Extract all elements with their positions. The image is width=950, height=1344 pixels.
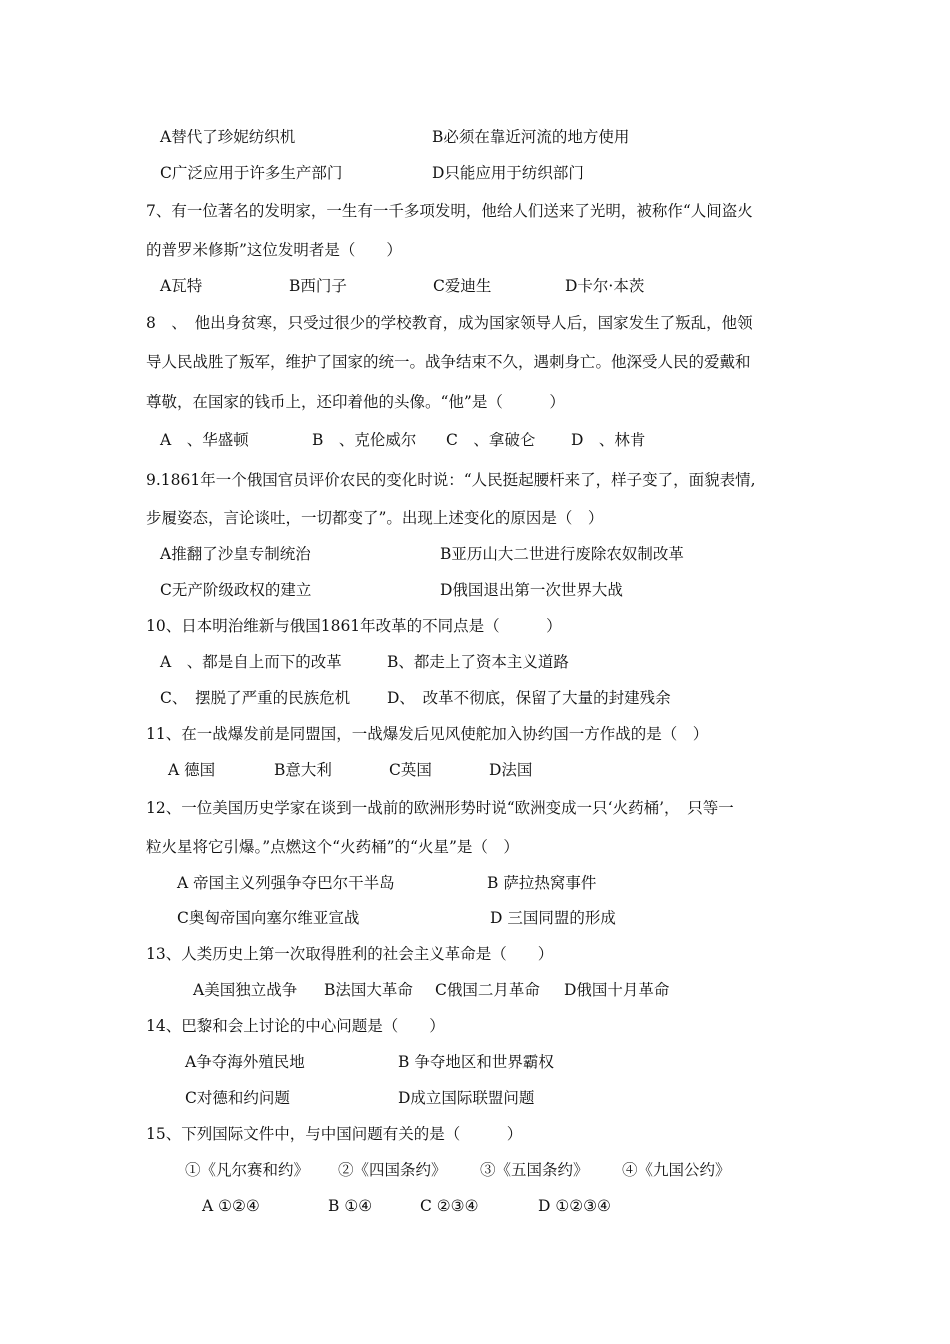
q14-stem-line1: 14、巴黎和会上讨论的中心问题是（ ） <box>146 1017 445 1035</box>
q15-document-1: ①《凡尔赛和约》 <box>185 1161 310 1179</box>
q7-option-d: D卡尔·本茨 <box>565 277 645 295</box>
q9-option-c: C无产阶级政权的建立 <box>160 581 312 599</box>
q11-option-d: D法国 <box>489 761 533 779</box>
q8-option-a: A 、华盛顿 <box>160 431 249 449</box>
q7-stem-line2: 的普罗米修斯”这位发明者是（ ） <box>146 241 402 259</box>
q6-option-c: C广泛应用于许多生产部门 <box>160 164 343 182</box>
q6-option-d: D只能应用于纺织部门 <box>432 164 584 182</box>
q14-option-b: B 争夺地区和世界霸权 <box>398 1053 554 1071</box>
q6-option-a: A替代了珍妮纺织机 <box>160 128 296 146</box>
q7-option-b: B西门子 <box>289 277 347 295</box>
q9-option-d: D俄国退出第一次世界大战 <box>440 581 623 599</box>
q12-option-b: B 萨拉热窝事件 <box>487 874 597 892</box>
q11-option-c: C英国 <box>389 761 432 779</box>
q8-option-d: D 、林肯 <box>571 431 646 449</box>
q9-stem-line1: 9.1861年一个俄国官员评价农民的变化时说：“人民挺起腰杆来了，样子变了，面貌表情, <box>146 471 756 489</box>
q12-option-a: A 帝国主义列强争夺巴尔干半岛 <box>177 874 395 892</box>
q15-option-c: C ②③④ <box>420 1197 479 1215</box>
q13-option-a: A美国独立战争 <box>193 981 298 999</box>
q10-option-d: D、 改革不彻底，保留了大量的封建残余 <box>387 689 671 707</box>
q8-option-c: C 、拿破仑 <box>446 431 536 449</box>
q14-option-c: C对德和约问题 <box>185 1089 290 1107</box>
q8-option-b: B 、克伦威尔 <box>312 431 417 449</box>
q11-stem-line1: 11、在一战爆发前是同盟国，一战爆发后见风使舵加入协约国一方作战的是（ ） <box>146 725 709 743</box>
q7-stem-line1: 7、有一位著名的发明家，一生有一千多项发明，他给人们送来了光明，被称作“人间盗火 <box>146 202 753 220</box>
q9-option-b: B亚历山大二世进行废除农奴制改革 <box>440 545 684 563</box>
q14-option-d: D成立国际联盟问题 <box>398 1089 535 1107</box>
q6-option-b: B必须在靠近河流的地方使用 <box>432 128 630 146</box>
q10-option-a: A 、都是自上而下的改革 <box>160 653 342 671</box>
q15-document-2: ②《四国条约》 <box>338 1161 447 1179</box>
q13-option-d: D俄国十月革命 <box>564 981 670 999</box>
q8-stem-line1: 8 、 他出身贫寒，只受过很少的学校教育，成为国家领导人后，国家发生了叛乱，他领 <box>146 314 753 332</box>
q7-option-c: C爱迪生 <box>433 277 492 295</box>
q13-option-b: B法国大革命 <box>324 981 413 999</box>
q8-stem-line2: 导人民战胜了叛军，维护了国家的统一。战争结束不久，遇刺身亡。他深受人民的爱戴和 <box>146 353 751 371</box>
q10-option-c: C、 摆脱了严重的民族危机 <box>160 689 351 707</box>
q12-stem-line1: 12、一位美国历史学家在谈到一战前的欧洲形势时说“欧洲变成一只‘火药桶’， 只等一 <box>146 799 734 817</box>
q15-option-d: D ①②③④ <box>538 1197 611 1215</box>
q9-option-a: A推翻了沙皇专制统治 <box>160 545 311 563</box>
q9-stem-line2: 步履姿态，言论谈吐，一切都变了”。出现上述变化的原因是（ ） <box>146 509 604 527</box>
q10-stem-line1: 10、日本明治维新与俄国1861年改革的不同点是（ ） <box>146 617 562 635</box>
q15-option-b: B ①④ <box>328 1197 373 1215</box>
q11-option-b: B意大利 <box>274 761 332 779</box>
q10-option-b: B、都走上了资本主义道路 <box>387 653 569 671</box>
q12-stem-line2: 粒火星将它引爆。”点燃这个“火药桶”的“火星”是（ ） <box>146 838 519 856</box>
q8-stem-line3: 尊敬，在国家的钱币上，还印着他的头像。“他”是（ ） <box>146 393 565 411</box>
q15-option-a: A ①②④ <box>202 1197 260 1215</box>
q15-document-3: ③《五国条约》 <box>480 1161 589 1179</box>
q15-document-4: ④《九国公约》 <box>622 1161 731 1179</box>
q7-option-a: A瓦特 <box>160 277 203 295</box>
q12-option-d: D 三国同盟的形成 <box>490 909 616 927</box>
q11-option-a: A 德国 <box>168 761 216 779</box>
q13-stem-line1: 13、人类历史上第一次取得胜利的社会主义革命是（ ） <box>146 945 554 963</box>
q13-option-c: C俄国二月革命 <box>435 981 540 999</box>
q15-stem-line1: 15、下列国际文件中，与中国问题有关的是（ ） <box>146 1125 523 1143</box>
q12-option-c: C奥匈帝国向塞尔维亚宣战 <box>177 909 360 927</box>
q14-option-a: A争夺海外殖民地 <box>185 1053 305 1071</box>
